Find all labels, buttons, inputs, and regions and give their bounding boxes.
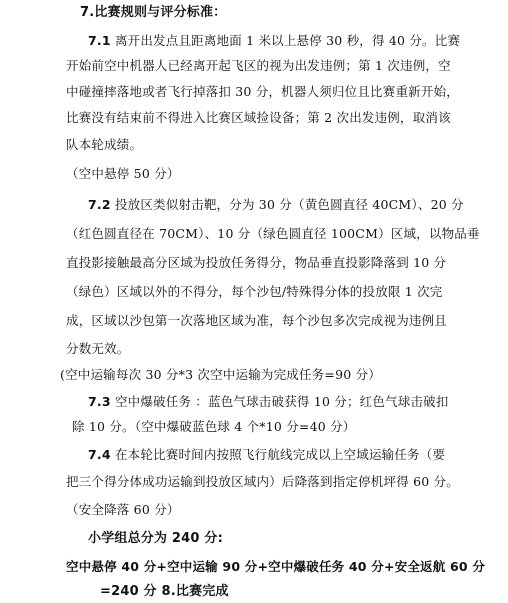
rule-7-1-line4: 比赛没有结束前不得进入比赛区域捡设备；第 2 次出发违例，取消该: [66, 110, 451, 125]
rule-7-2-note: (空中运输每次 30 分*3 次空中运输为完成任务=90 分）: [60, 367, 381, 382]
rule-7-1-number: 7.1: [88, 33, 111, 48]
rule-7-2-line5: 成，区域以沙包第一次落地区域为准，每个沙包多次完成视为违例且: [66, 313, 448, 328]
rule-7-3-line2: 除 10 分。（空中爆破蓝色球 4 个*10 分=40 分）: [72, 419, 356, 434]
rule-7-2-number: 7.2: [88, 197, 111, 212]
summary-title: 小学组总分为 240 分:: [88, 531, 223, 546]
rule-7-4-number: 7.4: [88, 447, 111, 462]
section-title: 7.比赛规则与评分标准：: [80, 5, 227, 20]
rule-7-1-line1: 离开出发点且距离地面 1 米以上悬停 30 秒，得 40 分。比赛: [114, 33, 461, 48]
rule-7-1-first-line: [88, 33, 460, 49]
summary-total: =240 分 8.比赛完成: [100, 584, 229, 599]
rule-7-4-line1: 在本轮比赛时间内按照飞行航线完成以上空域运输任务（要: [114, 447, 446, 462]
rule-7-2-line4: （绿色）区域以外的不得分，每个沙包/特殊得分体的投放限 1 次完: [66, 284, 443, 299]
rule-7-2-line6: 分数无效。: [66, 341, 130, 356]
rule-7-4-note: （安全降落 60 分）: [66, 502, 180, 517]
rule-7-3-first-line: [88, 394, 449, 410]
rule-7-4-line2: 把三个得分体成功运输到投放区域内）后降落到指定停机坪得 60 分。: [66, 474, 459, 489]
rule-7-1-line3: 中碰撞摔落地或者飞行掉落扣 30 分，机器人须归位且比赛重新开始，: [66, 84, 459, 99]
rule-7-1-note: （空中悬停 50 分）: [66, 166, 180, 181]
rule-7-2-line3: 直投影接触最高分区域为投放任务得分，物品垂直投影降落到 10 分: [66, 255, 447, 270]
rule-7-3-number: 7.3: [88, 394, 111, 409]
rule-7-1-line2: 开始前空中机器人已经离开起飞区的视为出发违例；第 1 次违例，空: [66, 58, 451, 73]
rule-7-4-first-line: [88, 447, 445, 463]
rule-7-2-first-line: [88, 197, 464, 213]
rule-7-2-line1: 投放区类似射击靶，分为 30 分（黄色圆直径 40CM）、20 分: [114, 197, 464, 212]
rule-7-1-line5: 队本轮成绩。: [66, 137, 143, 152]
rule-7-3-line1: 空中爆破任务 ：蓝色气球击破获得 10 分；红色气球击破扣: [114, 394, 449, 409]
summary-formula: 空中悬停 40 分+空中运输 90 分+空中爆破任务 40 分+安全返航 60 分: [66, 559, 486, 574]
rule-7-2-line2: （红色圆直径在 70CM）、10 分（绿色圆直径 100CM）区域，以物品垂: [66, 226, 480, 241]
